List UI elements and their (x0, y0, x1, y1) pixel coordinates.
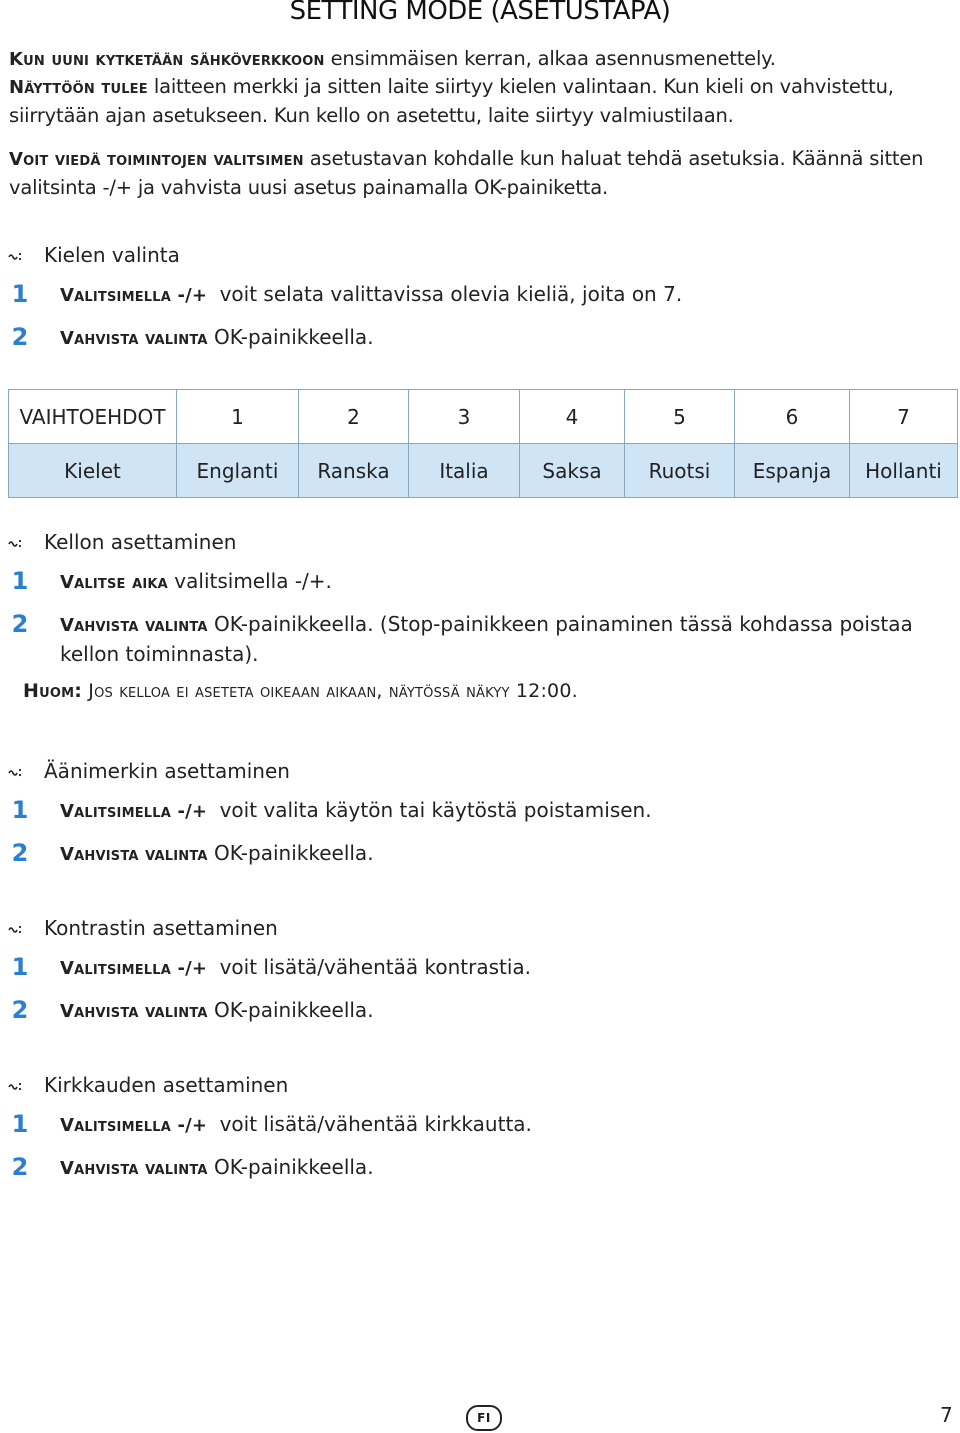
step-number-2: 2 (11, 996, 29, 1024)
table-row (9, 444, 958, 498)
language-step-1-text: voit selata valittavissa olevia kieliä, joita on 7. (219, 282, 683, 306)
contrast-step-1-lead: Valitsimella -/+ (60, 958, 208, 979)
intro-2-lead: Näyttöön tulee (9, 77, 148, 98)
language-step-2-text: OK-painikkeella. (207, 325, 374, 349)
clock-note-lead: Huom: (23, 680, 83, 702)
table-header-cell: 1 (177, 390, 299, 444)
intro-2-text: laitteen merkki ja sitten laite siirtyy kielen valintaan. Kun kieli on vahvistettu, siirrytään ajan asetukseen. Kun kello on asetettu, laite siirtyy valmiustilaan. (9, 75, 894, 127)
sound-step-2-text: OK-painikkeella. (207, 841, 374, 865)
clock-step-2-text: OK-painikkeella. (Stop-painikkeen painaminen tässä kohdassa poistaa kellon toiminnasta). (60, 612, 913, 666)
language-step-1-lead: Valitsimella -/+ (60, 285, 208, 306)
table-header-cell: 3 (409, 390, 520, 444)
step-number-1: 1 (11, 567, 29, 595)
section-language-heading (8, 241, 180, 269)
brightness-step-1-lead: Valitsimella -/+ (60, 1115, 208, 1136)
intro-3-lead: Voit viedä toimintojen valitsimen (9, 149, 304, 170)
section-brightness-heading (8, 1071, 288, 1099)
sound-step-1-lead: Valitsimella -/+ (60, 801, 208, 822)
brightness-step-2-lead: Vahvista valinta (60, 1158, 208, 1179)
clock-note (23, 680, 578, 702)
language-badge: FI (466, 1405, 502, 1431)
table-header-row (9, 390, 958, 444)
table-header-cell: 6 (735, 390, 850, 444)
clock-step-1-lead: Valitse aika (60, 572, 168, 593)
contrast-step-2-lead: Vahvista valinta (60, 1001, 208, 1022)
settings-tilde-icon (8, 243, 34, 267)
language-options-table (8, 389, 958, 498)
table-cell: Italia (409, 444, 520, 498)
clock-step-1 (9, 567, 954, 597)
section-sound-heading (8, 757, 290, 785)
brightness-step-2-text: OK-painikkeella. (207, 1155, 374, 1179)
intro-paragraph-2 (9, 73, 944, 130)
intro-3-text: asetustavan kohdalle kun haluat tehdä asetuksia. Käännä sitten valitsinta -/+ ja vahvista uusi asetus painamalla OK-painiketta. (9, 147, 924, 199)
contrast-step-1 (9, 953, 954, 983)
intro-1-text: ensimmäisen kerran, alkaa asennusmenettely. (324, 47, 776, 70)
table-header-cell: 7 (850, 390, 958, 444)
sound-step-1 (9, 796, 954, 826)
contrast-step-2 (9, 996, 954, 1026)
language-step-2-lead: Vahvista valinta (60, 328, 208, 349)
step-number-1: 1 (11, 280, 29, 308)
brightness-step-1 (9, 1110, 954, 1140)
contrast-step-2-text: OK-painikkeella. (207, 998, 374, 1022)
step-number-1: 1 (11, 1110, 29, 1138)
language-step-2 (9, 323, 954, 353)
table-header-cell: 5 (625, 390, 735, 444)
step-number-2: 2 (11, 1153, 29, 1181)
table-cell: Espanja (735, 444, 850, 498)
section-sound-title: Äänimerkin asettaminen (44, 759, 290, 783)
intro-paragraph-1 (9, 45, 944, 74)
clock-step-2-lead: Vahvista valinta (60, 615, 208, 636)
clock-step-1-text: valitsimella -/+. (167, 569, 332, 593)
table-cell: Englanti (177, 444, 299, 498)
section-brightness-title: Kirkkauden asettaminen (44, 1073, 289, 1097)
contrast-step-1-text: voit lisätä/vähentää kontrastia. (219, 955, 532, 979)
table-cell: Hollanti (850, 444, 958, 498)
brightness-step-2 (9, 1153, 954, 1183)
clock-step-2 (9, 610, 954, 668)
sound-step-2 (9, 839, 954, 869)
sound-step-1-text: voit valita käytön tai käytöstä poistamisen. (219, 798, 652, 822)
settings-tilde-icon (8, 759, 34, 783)
sound-step-2-lead: Vahvista valinta (60, 844, 208, 865)
section-clock-title: Kellon asettaminen (44, 530, 237, 554)
language-step-1 (9, 280, 954, 310)
settings-tilde-icon (8, 916, 34, 940)
step-number-2: 2 (11, 323, 29, 351)
section-contrast-title: Kontrastin asettaminen (44, 916, 278, 940)
clock-note-text: Jos kelloa ei aseteta oikeaan aikaan, näytössä näkyy 12:00. (82, 680, 578, 702)
table-cell: Ruotsi (625, 444, 735, 498)
brightness-step-1-text: voit lisätä/vähentää kirkkautta. (219, 1112, 532, 1136)
section-contrast-heading (8, 914, 278, 942)
table-cell: Saksa (520, 444, 625, 498)
table-header-cell: 4 (520, 390, 625, 444)
table-cell: Kielet (9, 444, 177, 498)
intro-1-lead: Kun uuni kytketään sähköverkkoon (9, 49, 325, 70)
step-number-2: 2 (11, 610, 29, 638)
intro-paragraph-3 (9, 145, 944, 202)
section-language-title: Kielen valinta (44, 243, 180, 267)
step-number-1: 1 (11, 953, 29, 981)
step-number-2: 2 (11, 839, 29, 867)
page-title: SETTING MODE (ASETUSTAPA) (289, 0, 671, 26)
settings-tilde-icon (8, 1073, 34, 1097)
step-number-1: 1 (11, 796, 29, 824)
section-clock-heading (8, 528, 236, 556)
table-header-cell: 2 (299, 390, 409, 444)
table-cell: Ranska (299, 444, 409, 498)
settings-tilde-icon (8, 530, 34, 554)
table-header-cell: VAIHTOEHDOT (9, 390, 177, 444)
page-number: 7 (940, 1403, 953, 1427)
